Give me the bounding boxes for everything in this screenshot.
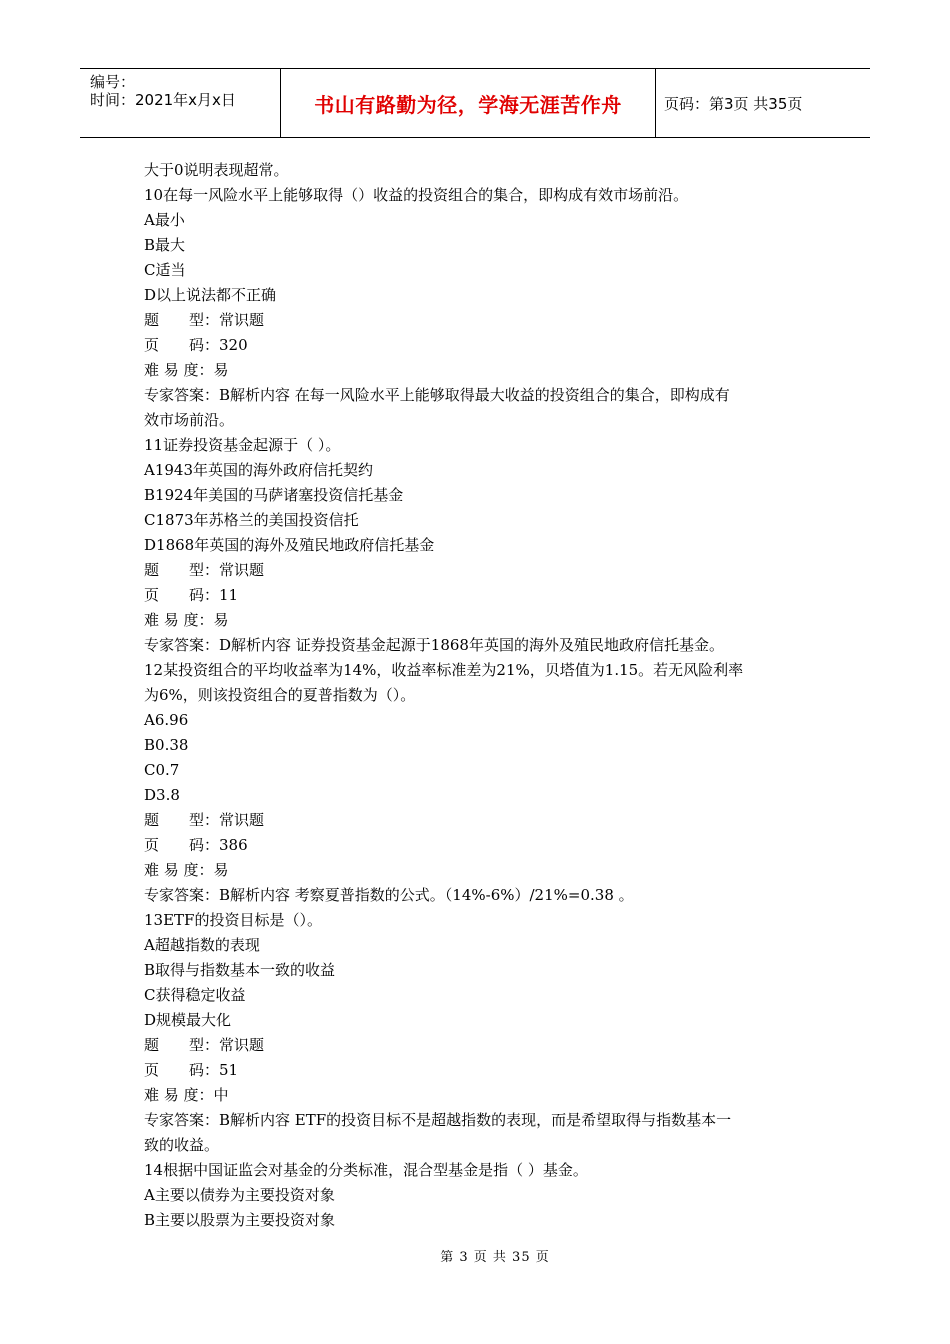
text-line: 页 码：11 xyxy=(144,586,239,604)
text-line: 页 码：386 xyxy=(144,836,248,854)
header-page-cell xyxy=(655,69,870,137)
header-motto-cell xyxy=(280,69,656,137)
text-line: 页 码：320 xyxy=(144,336,248,354)
text-line: A主要以债券为主要投资对象 xyxy=(144,1186,335,1204)
document-body xyxy=(144,158,814,1233)
text-line: B最大 xyxy=(144,236,186,254)
text-line: B1924年美国的马萨诸塞投资信托基金 xyxy=(144,486,404,504)
text-line: 为6%，则该投资组合的夏普指数为（）。 xyxy=(144,686,416,704)
text-line: B主要以股票为主要投资对象 xyxy=(144,1211,336,1229)
text-line: 难 易 度：中 xyxy=(144,1086,229,1104)
footer-page-number: 第 3 页 共 35 页 xyxy=(440,1250,550,1265)
page-header xyxy=(80,68,870,138)
text-line: C1873年苏格兰的美国投资信托 xyxy=(144,511,359,529)
text-line: B0.38 xyxy=(144,736,189,754)
header-page-info: 页码：第3页 共35页 xyxy=(664,94,803,113)
text-line: 难 易 度：易 xyxy=(144,361,229,379)
text-line: 效市场前沿。 xyxy=(144,411,235,429)
text-line: B取得与指数基本一致的收益 xyxy=(144,961,336,979)
header-motto: 书山有路勤为径，学海无涯苦作舟 xyxy=(314,92,622,117)
text-line: 难 易 度：易 xyxy=(144,861,229,879)
text-line: 12某投资组合的平均收益率为14%，收益率标准差为21%，贝塔值为1.15。若无风险利率 xyxy=(144,661,744,679)
text-line: 页 码：51 xyxy=(144,1061,239,1079)
text-line: 大于0说明表现超常。 xyxy=(144,161,289,179)
header-left-cell xyxy=(80,69,280,137)
text-line: C适当 xyxy=(144,261,186,279)
text-line: 11证券投资基金起源于（ ）。 xyxy=(144,436,341,454)
document-date-label: 时间：2021年x月x日 xyxy=(90,91,236,109)
text-line: 题 型：常识题 xyxy=(144,311,265,329)
text-line: 专家答案：D解析内容 证券投资基金起源于1868年英国的海外及殖民地政府信托基金。 xyxy=(144,636,724,654)
document-number-label: 编号： xyxy=(90,73,136,91)
text-line: 专家答案：B解析内容 考察夏普指数的公式。（14%-6%）/21%=0.38 。 xyxy=(144,886,634,904)
text-line: 专家答案：B解析内容 ETF的投资目标不是超越指数的表现，而是希望取得与指数基本一 xyxy=(144,1111,732,1129)
text-line: 专家答案：B解析内容 在每一风险水平上能够取得最大收益的投资组合的集合，即构成有 xyxy=(144,386,730,404)
text-line: D规模最大化 xyxy=(144,1011,232,1029)
text-line: A6.96 xyxy=(144,711,189,729)
text-line: 难 易 度：易 xyxy=(144,611,229,629)
text-line: 题 型：常识题 xyxy=(144,561,265,579)
text-line: C获得稳定收益 xyxy=(144,986,246,1004)
text-line: A1943年英国的海外政府信托契约 xyxy=(144,461,374,479)
text-line: 14根据中国证监会对基金的分类标准，混合型基金是指（ ）基金。 xyxy=(144,1161,588,1179)
text-line: 致的收益。 xyxy=(144,1136,220,1154)
text-line: A超越指数的表现 xyxy=(144,936,260,954)
text-line: 10在每一风险水平上能够取得（）收益的投资组合的集合，即构成有效市场前沿。 xyxy=(144,186,689,204)
text-line: C0.7 xyxy=(144,761,180,779)
text-line: A最小 xyxy=(144,211,185,229)
text-line: D1868年英国的海外及殖民地政府信托基金 xyxy=(144,536,435,554)
text-line: D3.8 xyxy=(144,786,180,804)
text-line: 13ETF的投资目标是（）。 xyxy=(144,911,322,929)
page-footer xyxy=(0,1246,950,1265)
text-line: 题 型：常识题 xyxy=(144,1036,265,1054)
text-line: 题 型：常识题 xyxy=(144,811,265,829)
text-line: D以上说法都不正确 xyxy=(144,286,277,304)
